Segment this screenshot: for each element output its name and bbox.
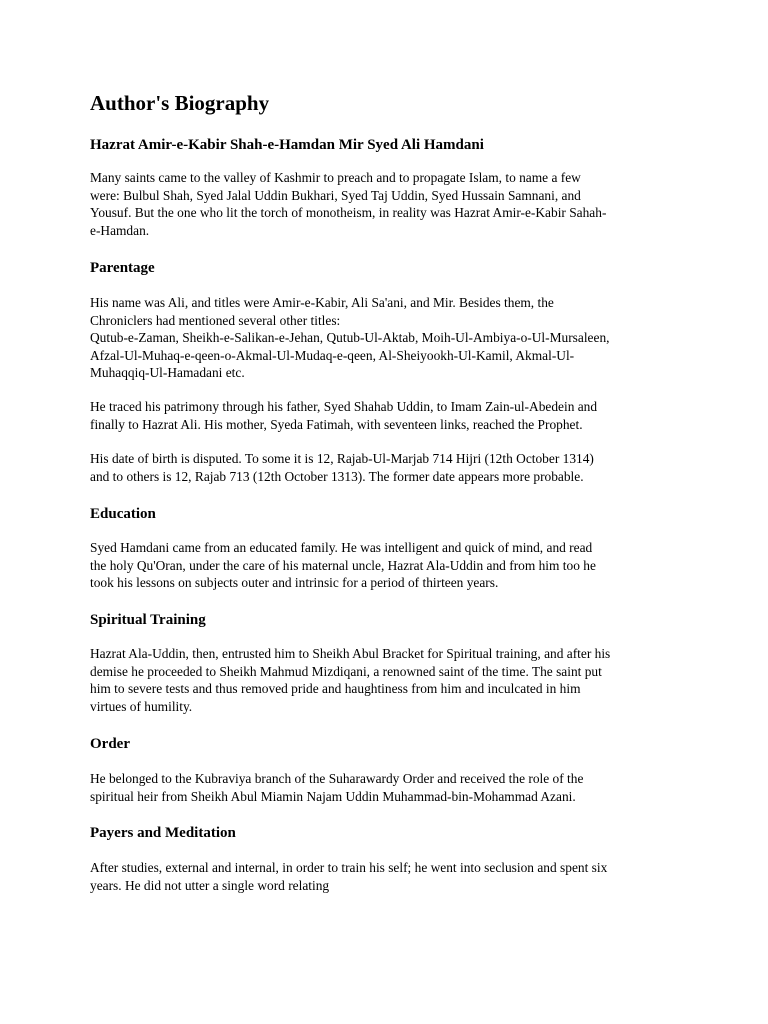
text-line: were: Bulbul Shah, Syed Jalal Uddin Bukhari, Syed Taj Uddin, Syed Hussain Samnani, and <box>90 187 581 203</box>
text-line: Many saints came to the valley of Kashmir to preach and to propagate Islam, to name a few <box>90 170 581 185</box>
text-line: Chroniclers had mentioned several other titles: <box>90 312 341 328</box>
page-title: Author's Biography <box>90 91 270 115</box>
education-paragraph <box>90 539 690 592</box>
text-line: him to severe tests and thus removed pride and haughtiness from him and inculcated in him <box>90 681 581 697</box>
text-line: After studies, external and internal, in order to train his self; he went into seclusion and spent six <box>90 860 608 875</box>
text-line: and to others is 12, Rajab 713 (12th October 1313). The former date appears more probable. <box>90 468 584 484</box>
order-paragraph <box>90 770 690 805</box>
text-line: demise he proceeded to Sheikh Mahmud Mizdiqani, a renowned saint of the time. The saint put <box>90 663 602 679</box>
spiritual-training-heading: Spiritual Training <box>90 612 206 628</box>
text-line: years. He did not utter a single word relating <box>90 877 330 893</box>
parentage-paragraph-2 <box>90 398 690 433</box>
text-line: Afzal-Ul-Muhaq-e-qeen-o-Akmal-Ul-Mudaq-e-qeen, Al-Sheiyookh-Ul-Kamil, Akmal-Ul- <box>90 347 575 363</box>
parentage-paragraph-1 <box>90 294 690 382</box>
parentage-heading: Parentage <box>90 260 155 276</box>
text-line: the holy Qu'Oran, under the care of his maternal uncle, Hazrat Ala-Uddin and from him too he <box>90 557 596 573</box>
text-line: virtues of humility. <box>90 698 193 714</box>
payers-meditation-paragraph <box>90 859 690 894</box>
spiritual-training-paragraph <box>90 645 690 715</box>
text-line: finally to Hazrat Ali. His mother, Syeda Fatimah, with seventeen links, reached the Prophet. <box>90 416 583 432</box>
text-line: His name was Ali, and titles were Amir-e-Kabir, Ali Sa'ani, and Mir. Besides them, the <box>90 295 554 310</box>
text-line: Hazrat Ala-Uddin, then, entrusted him to Sheikh Abul Bracket for Spiritual training, and after his <box>90 646 611 661</box>
text-line: spiritual heir from Sheikh Abul Miamin Najam Uddin Muhammad-bin-Mohammad Azani. <box>90 788 576 804</box>
text-line: took his lessons on subjects outer and intrinsic for a period of thirteen years. <box>90 575 499 591</box>
text-line: Muhaqqiq-Ul-Hamadani etc. <box>90 365 245 381</box>
text-line: Yousuf. But the one who lit the torch of monotheism, in reality was Hazrat Amir-e-Kabir Sahah- <box>90 205 607 221</box>
text-line: e-Hamdan. <box>90 222 150 238</box>
text-line: He belonged to the Kubraviya branch of the Suharawardy Order and received the role of the <box>90 771 584 786</box>
education-heading: Education <box>90 506 156 522</box>
order-heading: Order <box>90 736 130 752</box>
parentage-paragraph-3 <box>90 450 690 485</box>
payers-meditation-heading: Payers and Meditation <box>90 825 236 841</box>
text-line: Syed Hamdani came from an educated family. He was intelligent and quick of mind, and read <box>90 540 593 555</box>
intro-paragraph <box>90 169 690 239</box>
text-line: His date of birth is disputed. To some it is 12, Rajab-Ul-Marjab 714 Hijri (12th October 1314) <box>90 451 594 466</box>
text-line: Qutub-e-Zaman, Sheikh-e-Salikan-e-Jehan, Qutub-Ul-Aktab, Moih-Ul-Ambiya-o-Ul-Mursaleen, <box>90 330 610 346</box>
text-line: He traced his patrimony through his father, Syed Shahab Uddin, to Imam Zain-ul-Abedein and <box>90 399 598 414</box>
subtitle-heading: Hazrat Amir-e-Kabir Shah-e-Hamdan Mir Syed Ali Hamdani <box>90 137 484 153</box>
